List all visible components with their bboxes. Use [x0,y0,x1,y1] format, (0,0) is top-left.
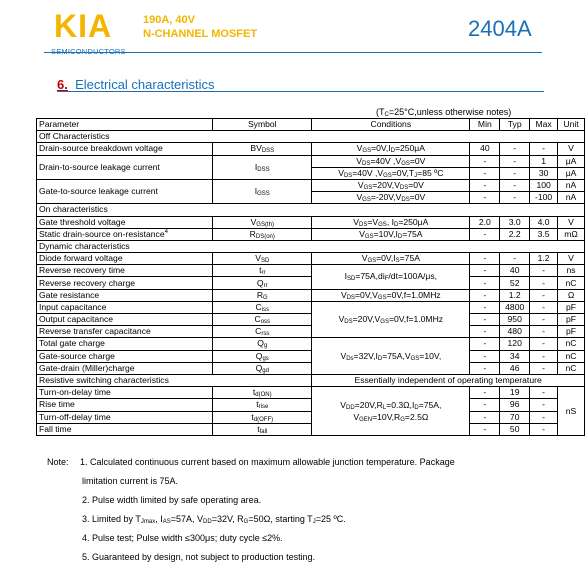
max-cell: - [530,314,558,326]
typ-cell: 96 [500,399,530,411]
unit-cell: Ω [558,289,585,301]
table-row [37,253,585,265]
spec-rating: 190A, 40V [143,14,195,26]
table-row [37,314,585,326]
section-label: Resistive switching characteristics [37,374,312,386]
max-cell: -100 [530,192,558,204]
page-header [0,0,585,70]
model-number: 2404A [468,16,532,41]
table-row [37,277,585,289]
max-cell: 1 [530,155,558,167]
col-header: Conditions [312,119,470,131]
symbol-cell: $Q_{gd}$ [213,362,312,374]
param-cell: Diode forward voltage [37,253,213,265]
col-header: Parameter [37,119,213,131]
table-row [37,423,585,435]
unit-cell: V [558,253,585,265]
param-cell: Output capacitance [37,314,213,326]
max-cell: - [530,338,558,350]
table-row [37,143,585,155]
min-cell: 2.0 [470,216,500,228]
note-item: 5. Guaranteed by design, not subject to production testing. [82,552,316,562]
param-cell: Drain-to-source leakage current [37,155,213,179]
max-cell: - [530,265,558,277]
symbol-cell: $t_{d(OFF)}$ [213,411,312,423]
min-cell: 40 [470,143,500,155]
section-row [37,131,585,143]
unit-cell: ns [558,265,585,277]
min-cell: - [470,314,500,326]
param-cell: Turn-off-delay time [37,411,213,423]
note-item: 2. Pulse width limited by safe operating area. [82,495,262,505]
param-cell: Reverse recovery charge [37,277,213,289]
min-cell: - [470,155,500,167]
max-cell: - [530,362,558,374]
param-cell: Input capacitance [37,301,213,313]
min-cell: - [470,179,500,191]
max-cell: - [530,289,558,301]
typ-cell: 70 [500,411,530,423]
section-row [37,374,585,386]
col-header: Typ [500,119,530,131]
param-cell: Turn-on-delay time [37,387,213,399]
cond-cell: $V_{GS}=20V,V_{DS}=0V$ [312,179,470,191]
max-cell: 100 [530,179,558,191]
symbol-cell: $t_{rr}$ [213,265,312,277]
typ-cell: - [500,167,530,179]
min-cell: - [470,326,500,338]
typ-cell: 4800 [500,301,530,313]
table-row [37,289,585,301]
typ-cell: 120 [500,338,530,350]
unit-cell: nC [558,350,585,362]
typ-cell: 52 [500,277,530,289]
cond-cell: $V_{DS}=0V,V_{GS}=0V,f=1.0MHz$ [312,289,470,301]
max-cell: - [530,326,558,338]
symbol-cell: $Q_{rr}$ [213,277,312,289]
cond-cell: $V_{GS}=10V,I_D=75A$ [312,228,470,240]
symbol-cell: $t_{d(ON)}$ [213,387,312,399]
param-cell: Reverse recovery time [37,265,213,277]
unit-cell: nS [558,387,585,436]
max-cell: - [530,411,558,423]
typ-cell: 50 [500,423,530,435]
symbol-cell: $t_{rise}$ [213,399,312,411]
typ-cell: 2.2 [500,228,530,240]
col-header: Max [530,119,558,131]
unit-cell: mΩ [558,228,585,240]
symbol-cell: $C_{oss}$ [213,314,312,326]
max-cell: - [530,277,558,289]
unit-cell: pF [558,314,585,326]
min-cell: - [470,265,500,277]
cond-cell: $V_{DS}=40V$ $,V_{GS}=0V$ [312,155,470,167]
symbol-cell: $I_{DSS}$ [213,155,312,179]
typ-cell: 46 [500,362,530,374]
header-divider [44,52,542,53]
typ-cell: - [500,179,530,191]
electrical-characteristics-table [36,118,585,436]
condition-note: ($T_C=25^\circ C,unless$ otherwise notes) [376,107,512,118]
param-cell: Rise time [37,399,213,411]
section-number: 6. [57,77,68,92]
param-cell: Gate-to-source leakage current [37,179,213,203]
typ-cell: 1.2 [500,289,530,301]
table-row [37,216,585,228]
unit-cell: nC [558,362,585,374]
cond-cell: $V_{DD}=20V,R_L=0.3\Omega,I_D=75A$, $V_{GEN}=10V,R_G=2.5\Omega$ [312,387,470,436]
symbol-cell: $C_{iss}$ [213,301,312,313]
min-cell: - [470,289,500,301]
min-cell: - [470,253,500,265]
section-heading [57,77,215,92]
unit-cell: μA [558,167,585,179]
section-title: Electrical characteristics [75,77,215,92]
section-label: On characteristics [37,204,585,216]
logo-subtitle: SEMICONDUCTORS [51,47,126,56]
section-underline [57,91,544,92]
table-row [37,265,585,277]
company-logo: KIA [54,8,113,44]
symbol-cell: $I_{GSS}$ [213,179,312,203]
max-cell: 30 [530,167,558,179]
min-cell: - [470,167,500,179]
max-cell: - [530,387,558,399]
unit-cell: nA [558,179,585,191]
typ-cell: - [500,253,530,265]
symbol-cell: $Q_g$ [213,338,312,350]
min-cell: - [470,399,500,411]
cond-cell: $V_{GS}=-20V,V_{DS}=0V$ [312,192,470,204]
param-cell: Static drain-source on-resistance$^4$ [37,228,213,240]
param-cell: Reverse transfer capacitance [37,326,213,338]
param-cell: Gate-drain (Miller)charge [37,362,213,374]
max-cell: 3.5 [530,228,558,240]
min-cell: - [470,301,500,313]
typ-cell: 480 [500,326,530,338]
typ-cell: 3.0 [500,216,530,228]
col-header: Min [470,119,500,131]
unit-cell: V [558,143,585,155]
min-cell: - [470,192,500,204]
symbol-cell: $R_G$ [213,289,312,301]
table-row [37,155,585,167]
min-cell: - [470,362,500,374]
param-cell: Fall time [37,423,213,435]
notes-block [47,453,455,567]
max-cell: - [530,423,558,435]
min-cell: - [470,228,500,240]
param-cell: Drain-source breakdown voltage [37,143,213,155]
section-row [37,204,585,216]
cond-cell: $V_{GS}=0V,I_S=75A$ [312,253,470,265]
min-cell: - [470,411,500,423]
min-cell: - [470,277,500,289]
spec-type: N-CHANNEL MOSFET [143,28,258,40]
section-label: Off Characteristics [37,131,585,143]
typ-cell: 34 [500,350,530,362]
section-row [37,240,585,252]
table-row [37,399,585,411]
table-row [37,228,585,240]
col-header: Unit [558,119,585,131]
cond-cell: $V_{DS}=20V,V_{GS}=0V,f=1.0MHz$ [312,301,470,338]
unit-cell: pF [558,326,585,338]
symbol-cell: $R_{DS(on)}$ [213,228,312,240]
unit-cell: pF [558,301,585,313]
table-row [37,179,585,191]
max-cell: - [530,143,558,155]
min-cell: - [470,387,500,399]
max-cell: 1.2 [530,253,558,265]
max-cell: 4.0 [530,216,558,228]
col-header: Symbol [213,119,312,131]
param-cell: Gate threshold voltage [37,216,213,228]
unit-cell: nC [558,277,585,289]
table-row [37,338,585,350]
table-row [37,301,585,313]
min-cell: - [470,338,500,350]
cond-cell: $V_{Ds}=32V,I_D=75A,V_{GS}=10V$, [312,338,470,375]
max-cell: - [530,350,558,362]
note-item: Note: 1. Calculated continuous current based on maximum allowable junction temperature. Package [47,457,455,467]
min-cell: - [470,423,500,435]
unit-cell: μA [558,155,585,167]
typ-cell: - [500,155,530,167]
symbol-cell: $V_{GS(th)}$ [213,216,312,228]
param-cell: Gate-source charge [37,350,213,362]
max-cell: - [530,301,558,313]
section-label: Dynamic characteristics [37,240,585,252]
table-row [37,326,585,338]
typ-cell: 40 [500,265,530,277]
symbol-cell: $BV_{DSS}$ [213,143,312,155]
typ-cell: - [500,192,530,204]
param-cell: Total gate charge [37,338,213,350]
max-cell: - [530,399,558,411]
min-cell: - [470,350,500,362]
note-item: limitation current is 75A. [82,476,179,486]
typ-cell: - [500,143,530,155]
cond-cell: $V_{DS}=40V$ $,V_{GS}=0V,T_J=85$ ºC [312,167,470,179]
typ-cell: 19 [500,387,530,399]
cond-cell: $V_{DS}=V_{GS}$, $I_D=250\mu A$ [312,216,470,228]
unit-cell: nA [558,192,585,204]
unit-cell: V [558,216,585,228]
table-row [37,350,585,362]
symbol-cell: $C_{rss}$ [213,326,312,338]
note-item: 4. Pulse test; Pulse width ≤300μs; duty cycle ≤2%. [82,533,283,543]
table-row [37,387,585,399]
note-item: 3. Limited by $T_{Jmax}$, $I_{AS}=57A$, $V_{DD}=32V$, $R_G=50\Omega$, starting $T_J=25$ ºC. [82,514,346,525]
section-condition: Essentially independent of operating temperature [312,374,585,386]
cond-cell: $I_{SD}=75A,di_F/dt=100A/\mu s$, [312,265,470,289]
table-header-row [37,119,585,131]
symbol-cell: $Q_{gs}$ [213,350,312,362]
symbol-cell: $t_{fall}$ [213,423,312,435]
typ-cell: 950 [500,314,530,326]
table-row [37,411,585,423]
symbol-cell: $V_{SD}$ [213,253,312,265]
param-cell: Gate resistance [37,289,213,301]
unit-cell: nC [558,338,585,350]
table-row [37,362,585,374]
cond-cell: $V_{GS}=0V,I_D=250\mu A$ [312,143,470,155]
